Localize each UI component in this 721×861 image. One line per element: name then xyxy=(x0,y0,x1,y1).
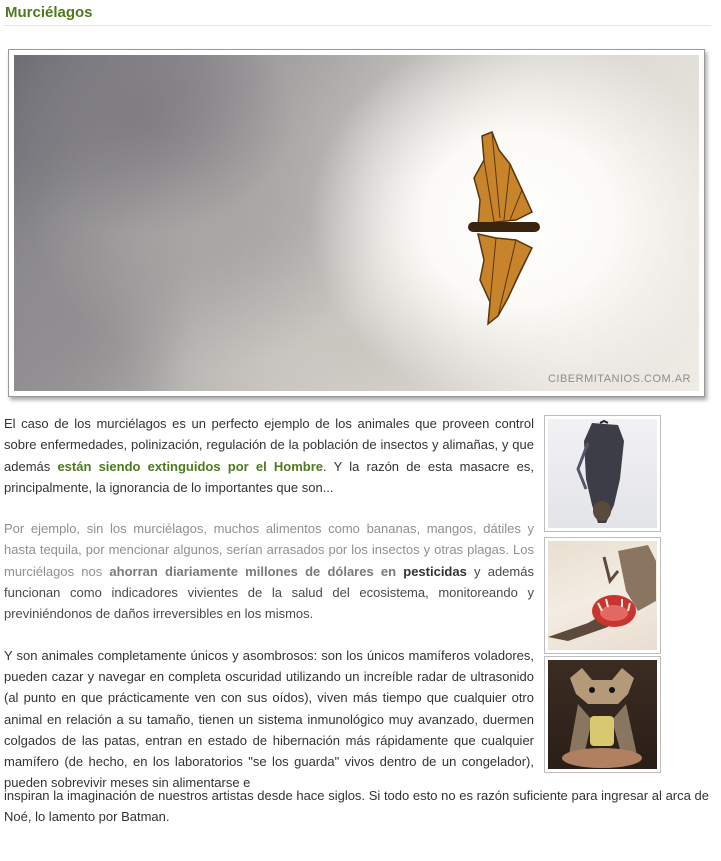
bold-phrase-savings: ahorran diariamente millones de dólares en xyxy=(109,563,397,579)
bat-open-mouth-image xyxy=(548,541,657,650)
article-body xyxy=(4,413,534,814)
title-divider xyxy=(3,25,711,26)
thumbnail-fruit-bat xyxy=(544,656,661,773)
thumbnail-bat-open-mouth xyxy=(544,537,661,654)
paragraph-1 xyxy=(4,413,534,498)
paragraph-2 xyxy=(4,518,534,624)
photo-watermark: CIBERMITANIOS.COM.AR xyxy=(547,373,691,385)
hero-photo xyxy=(8,49,705,397)
paragraph-2-text-a: Por ejemplo, sin los murciélagos, muchos alimentos como bananas, mangos, dátiles y hasta tequila, por mencionar algunos, serían arrasados por los insectos y otras plagas. Los murciélagos nos xyxy=(4,521,534,579)
paragraph-1-text-a: El caso de los murciélagos es un perfecto ejemplo de los animales que proveen control sobre enfermedades, polinización, regulación de la población de insectos y alimañas, y que además xyxy=(4,416,534,474)
hanging-bat-image xyxy=(548,419,657,528)
fruit-bat-image xyxy=(548,660,657,769)
sky-background xyxy=(14,55,699,391)
paragraph-3-continuation: inspiran la imaginación de nuestros artistas desde hace siglos. Si todo esto no es razón suficiente para ingresar al arca de Noé, lo lamento por Batman. xyxy=(4,788,709,825)
post-title: Murciélagos xyxy=(5,4,93,21)
highlighted-phrase-extinction: están siendo extinguidos por el Hombre xyxy=(57,458,324,474)
thumbnail-hanging-bat xyxy=(544,415,661,532)
paragraph-2-text-b: y además funcionan como indicadores vivientes de la salud del ecosistema, monitoreando y previniéndonos de daños irreversibles en los mismos. xyxy=(4,563,534,622)
paragraph-3: Y son animales completamente únicos y asombrosos: son los únicos mamíferos voladores, pueden cazar y navegar en completa oscuridad utilizando un increíble radar de ultrasonido (al punto en que prácticamente ven con sus oídos), viven más tiempo que cualquier otro animal en relación a su tamaño, tienen un sistema inmunológico muy avanzado, duermen colgados de las patas, entran en estado de hibernación más rápidamente que cualquier mamífero (de hecho, en los laboratorios "se los guarda" vivos dentro de un congelador), pueden sobrevivir meses sin alimentarse e xyxy=(4,647,534,791)
paragraph-1-text-b: . Y la razón de esta masacre es, principalmente, la ignorancia de lo importantes que son... xyxy=(4,458,534,495)
bold-word-pesticides: pesticidas xyxy=(403,563,467,579)
flying-bat-image xyxy=(454,130,544,330)
